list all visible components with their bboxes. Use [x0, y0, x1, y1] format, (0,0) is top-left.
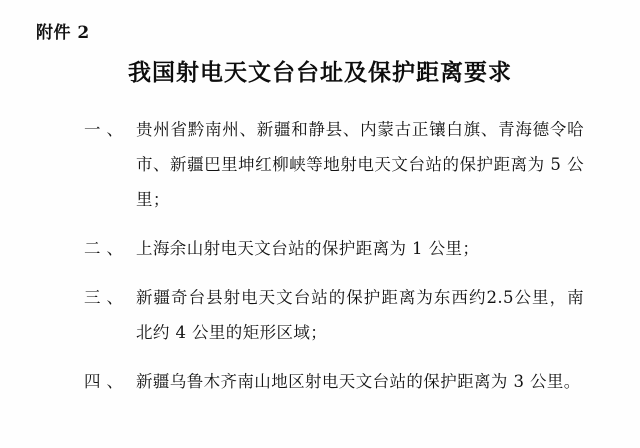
clause-list — [84, 112, 584, 413]
clause-text: 贵州省黔南州、新疆和静县、内蒙古正镶白旗、青海德令哈市、新疆巴里坤红柳峡等地射电天文台站的保护距离为 5 公里； — [136, 120, 584, 209]
clause-number: 二、 — [84, 239, 129, 258]
clause-text: 上海余山射电天文台站的保护距离为 1 公里； — [136, 239, 480, 258]
clause-text: 新疆乌鲁木齐南山地区射电天文台站的保护距离为 3 公里。 — [136, 372, 581, 391]
clause-number: 三、 — [84, 288, 129, 307]
clause-item — [84, 280, 584, 350]
clause-item — [84, 364, 584, 399]
clause-number: 一、 — [84, 120, 129, 139]
clause-item — [84, 112, 584, 217]
clause-item — [84, 231, 584, 266]
clause-number: 四、 — [84, 372, 129, 391]
clause-text: 新疆奇台县射电天文台站的保护距离为东西约2.5公里，南北约 4 公里的矩形区域； — [136, 288, 584, 342]
page-title: 我国射电天文台台址及保护距离要求 — [128, 59, 512, 86]
attachment-label: 附件 2 — [36, 23, 90, 43]
